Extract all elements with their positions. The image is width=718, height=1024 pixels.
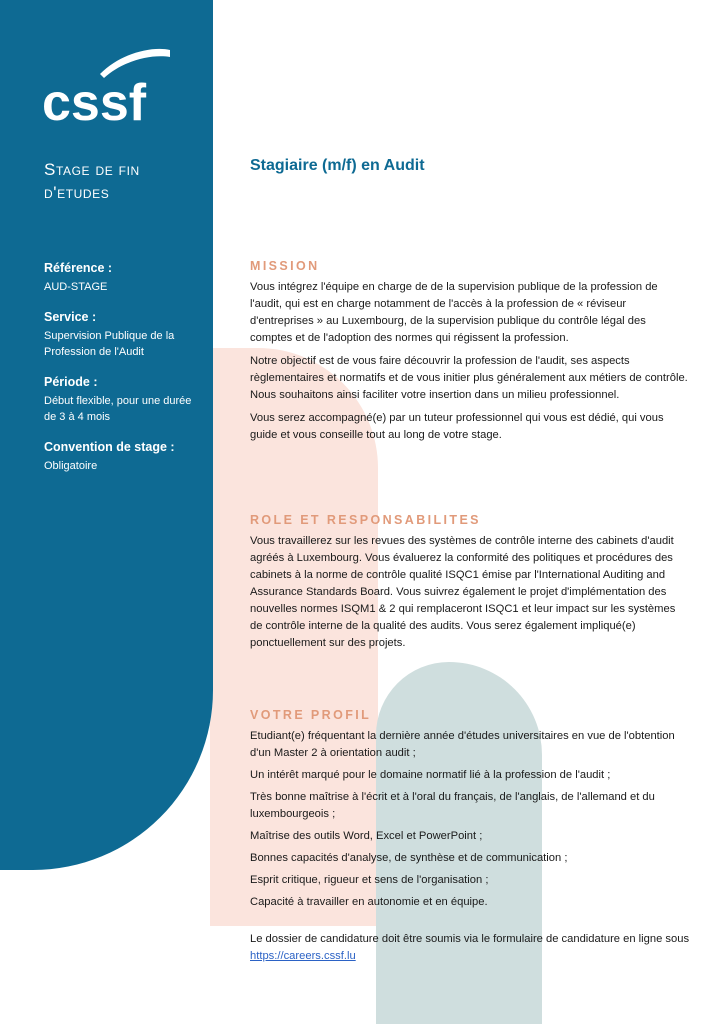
- profile-item: Etudiant(e) fréquentant la dernière année d'études universitaires en vue de l'obtention d'un Master 2 à orientation audit ;: [250, 730, 675, 759]
- profile-item: Bonnes capacités d'analyse, de synthèse et de communication ;: [250, 852, 568, 864]
- period-value: Début flexible, pour une durée de 3 à 4 mois: [44, 395, 192, 423]
- profile-title: VOTRE PROFIL: [250, 708, 372, 722]
- mission-paragraph: Notre objectif est de vous faire découvrir la profession de l'audit, ses aspects règlementaires et normatifs et de vous initier plus généralement aux métiers de contrôle. Nous souhaitons ainsi faciliter votre insertion dans un milieu professionnel.: [250, 355, 688, 401]
- service-value: Supervision Publique de la Profession de l'Audit: [44, 330, 175, 358]
- reference-value: AUD-STAGE: [44, 281, 108, 293]
- stage-title: Stage de fin d'etudes: [44, 160, 140, 202]
- convention-value: Obligatoire: [44, 460, 98, 472]
- profile-item: Capacité à travailler en autonomie et en équipe.: [250, 896, 488, 908]
- posting-info: [44, 260, 204, 488]
- profile-section: [250, 708, 690, 916]
- application-note: [250, 931, 690, 965]
- mission-section: [250, 259, 690, 450]
- profile-item: Très bonne maîtrise à l'écrit et à l'oral du français, de l'anglais, de l'allemand et du luxembourgeois ;: [250, 791, 655, 820]
- role-section: [250, 513, 690, 658]
- mission-paragraph: Vous serez accompagné(e) par un tuteur professionnel qui vous est dédié, qui vous guide et vous conseille tout au long de votre stage.: [250, 412, 664, 441]
- careers-link[interactable]: https://careers.cssf.lu: [250, 950, 356, 962]
- profile-item: Maîtrise des outils Word, Excel et PowerPoint ;: [250, 830, 483, 842]
- mission-title: MISSION: [250, 259, 320, 273]
- job-title: Stagiaire (m/f) en Audit: [250, 157, 425, 174]
- profile-item: Esprit critique, rigueur et sens de l'organisation ;: [250, 874, 489, 886]
- cssf-logo: [42, 44, 172, 126]
- role-paragraph: Vous travaillerez sur les revues des systèmes de contrôle interne des cabinets d'audit agréés à Luxembourg. Vous évaluerez la conformité des politiques et procédures des cabinets à la norme de contrôle qualité ISQC1 émise par l'International Auditing and Assurance Standards Board. Vous suivrez également le projet d'implémentation des nouvelles normes ISQM1 & 2 qui remplaceront ISQC1 et leur impact sur les systèmes de contrôle interne de la qualité des audits. Vous serez également impliqué(e) ponctuellement sur des projets.: [250, 535, 676, 649]
- role-title: ROLE ET RESPONSABILITES: [250, 513, 481, 527]
- profile-item: Un intérêt marqué pour le domaine normatif lié à la profession de l'audit ;: [250, 769, 611, 781]
- convention-label: Convention de stage :: [44, 440, 175, 454]
- service-label: Service :: [44, 310, 97, 324]
- sidebar: [0, 0, 213, 870]
- application-note-text: Le dossier de candidature doit être soumis via le formulaire de candidature en ligne sous: [250, 933, 690, 945]
- reference-label: Référence :: [44, 261, 113, 275]
- mission-paragraph: Vous intégrez l'équipe en charge de de la supervision publique de la profession de l'audit, qui est en charge notamment de l'accès à la profession de « réviseur d'entreprises » au Luxembourg, de la supervision publique du contrôle légal des comptes et de l'adoption des normes qui régissent la profession.: [250, 281, 658, 344]
- logo-text: cssf: [42, 74, 147, 126]
- period-label: Période :: [44, 375, 98, 389]
